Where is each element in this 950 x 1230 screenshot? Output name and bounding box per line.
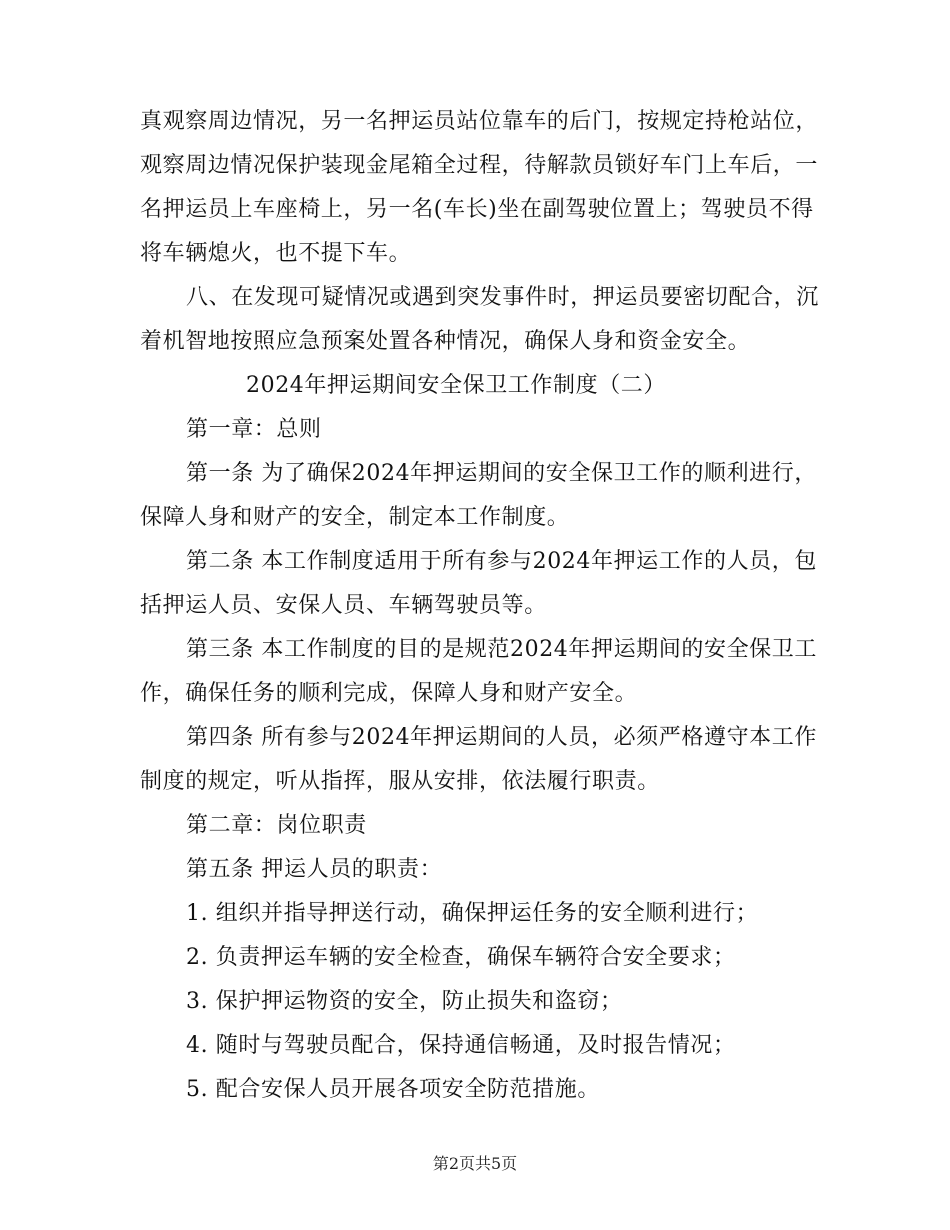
paragraph-line: 第三条 本工作制度的目的是规范2024年押运期间的安全保卫工 (186, 637, 817, 662)
page-footer: 第2页共5页 (432, 1154, 518, 1173)
paragraph-line: 第二条 本工作制度适用于所有参与2024年押运工作的人员，包 (186, 549, 817, 574)
paragraph-line: 将车辆熄火，也不提下车。 (140, 241, 412, 266)
paragraph-line: 第五条 押运人员的职责： (186, 857, 443, 882)
paragraph-line: 保障人身和财产的安全，制定本工作制度。 (140, 505, 570, 530)
list-item: 5. 配合安保人员开展各项安全防范措施。 (186, 1077, 600, 1102)
chapter-heading: 第一章：总则 (186, 417, 322, 442)
list-item: 4. 随时与驾驶员配合，保持通信畅通，及时报告情况； (186, 1033, 736, 1058)
paragraph-line: 着机智地按照应急预案处置各种情况，确保人身和资金安全。 (140, 329, 751, 354)
list-item: 3. 保护押运物资的安全，防止损失和盗窃； (186, 989, 623, 1014)
paragraph-line: 第一条 为了确保2024年押运期间的安全保卫工作的顺利进行， (186, 461, 817, 486)
paragraph-line: 括押运人员、安保人员、车辆驾驶员等。 (140, 593, 547, 618)
section-title: 2024年押运期间安全保卫工作制度（二） (246, 373, 666, 398)
paragraph-line: 第四条 所有参与2024年押运期间的人员，必须严格遵守本工作 (186, 725, 817, 750)
paragraph-line: 真观察周边情况，另一名押运员站位靠车的后门，按规定持枪站位， (140, 109, 819, 134)
list-item: 2. 负责押运车辆的安全检查，确保车辆符合安全要求； (186, 945, 736, 970)
paragraph-line: 八、在发现可疑情况或遇到突发事件时，押运员要密切配合，沉 (186, 285, 819, 310)
list-item: 1. 组织并指导押送行动，确保押运任务的安全顺利进行； (186, 901, 759, 926)
paragraph-line: 制度的规定，听从指挥，服从安排，依法履行职责。 (140, 769, 660, 794)
paragraph-line: 观察周边情况保护装现金尾箱全过程，待解款员锁好车门上车后，一 (140, 153, 819, 178)
paragraph-line: 作，确保任务的顺利完成，保障人身和财产安全。 (140, 681, 638, 706)
paragraph-line: 名押运员上车座椅上，另一名(车长)坐在副驾驶位置上；驾驶员不得 (140, 197, 814, 222)
chapter-heading: 第二章：岗位职责 (186, 813, 367, 838)
